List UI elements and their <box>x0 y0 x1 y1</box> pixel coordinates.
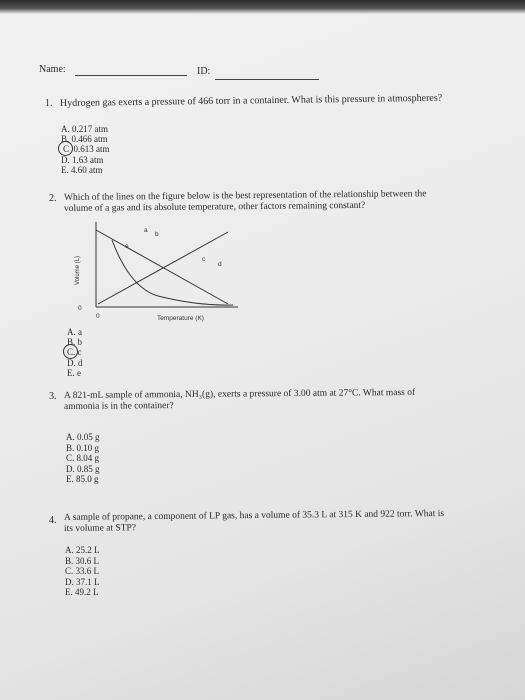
q2-option-d: D. d <box>67 358 83 368</box>
q4-option-c: C. 33.6 L <box>65 566 100 576</box>
q1-number: 1. <box>45 98 53 109</box>
q2-option-a: A. a <box>67 327 82 337</box>
name-blank-line <box>75 75 187 76</box>
q2-option-b: B. b <box>67 337 83 347</box>
q4-option-a: A. 25.2 L <box>65 545 100 555</box>
q2-answer-circle <box>63 344 78 359</box>
q3-option-b: B. 0.10 g <box>66 443 100 453</box>
q2-text-line-1: Which of the lines on the figure below is the best representation of the relationship between the <box>63 189 427 203</box>
q4-option-d: D. 37.1 L <box>65 577 100 587</box>
graph-label-e: e <box>125 243 129 250</box>
graph-label-c: c <box>202 256 206 263</box>
q3-number: 3. <box>49 391 57 402</box>
id-blank-line <box>215 79 319 80</box>
q3-option-c: C. 8.04 g <box>66 453 100 463</box>
q1-option-a: A. 0.217 atm <box>61 124 108 134</box>
q1-option-e: E. 4.60 atm <box>61 165 103 175</box>
graph-label-d: d <box>218 261 222 268</box>
q2-option-e: E. e <box>67 368 81 378</box>
q3-text-line-1: A 821-mL sample of ammonia, NH₃(g), exerts a pressure of 3.00 atm at 27°C. What mass of <box>63 387 416 401</box>
graph-x-zero: 0 <box>96 313 100 320</box>
q2-number: 2. <box>49 193 57 204</box>
q3-option-d: D. 0.85 g <box>66 464 100 474</box>
volume-temperature-graph <box>68 218 248 330</box>
q1-option-d: D. 1.63 atm <box>61 155 104 165</box>
q4-number: 4. <box>49 515 57 526</box>
q3-option-a: A. 0.05 g <box>66 432 100 442</box>
page-top-shadow <box>0 0 525 14</box>
id-label: ID: <box>197 66 211 77</box>
q4-text-line-2: its volume at STP? <box>63 523 137 534</box>
line-d <box>96 230 228 304</box>
graph-label-b: b <box>155 231 159 238</box>
q2-option-c: C. c <box>67 347 82 357</box>
graph-x-label: Temperature (K) <box>157 315 204 322</box>
graph-label-a: a <box>144 227 148 234</box>
q2-text-line-2: volume of a gas and its absolute temperature, other factors remaining constant? <box>63 200 366 214</box>
q1-option-c: C 0.613 atm <box>63 144 110 154</box>
q4-option-e: E. 49.2 L <box>65 587 99 597</box>
q1-answer-circle <box>58 141 73 156</box>
q4-text-line-1: A sample of propane, a component of LP gas, has a volume of 35.3 L at 315 K and 922 torr. What is <box>63 509 445 523</box>
q3-option-e: E. 85.0 g <box>66 474 99 484</box>
graph-y-label: Volume (L) <box>75 255 81 285</box>
name-label: Name: <box>39 64 66 75</box>
q4-option-b: B. 30.6 L <box>65 556 100 566</box>
q1-option-b: B. 0.466 atm <box>61 134 108 144</box>
graph-y-zero: 0 <box>78 305 82 312</box>
q1-text: Hydrogen gas exerts a pressure of 466 torr in a container. What is this pressure in atmospheres? <box>59 92 443 109</box>
q3-text-line-2: ammonia is in the container? <box>63 401 174 412</box>
